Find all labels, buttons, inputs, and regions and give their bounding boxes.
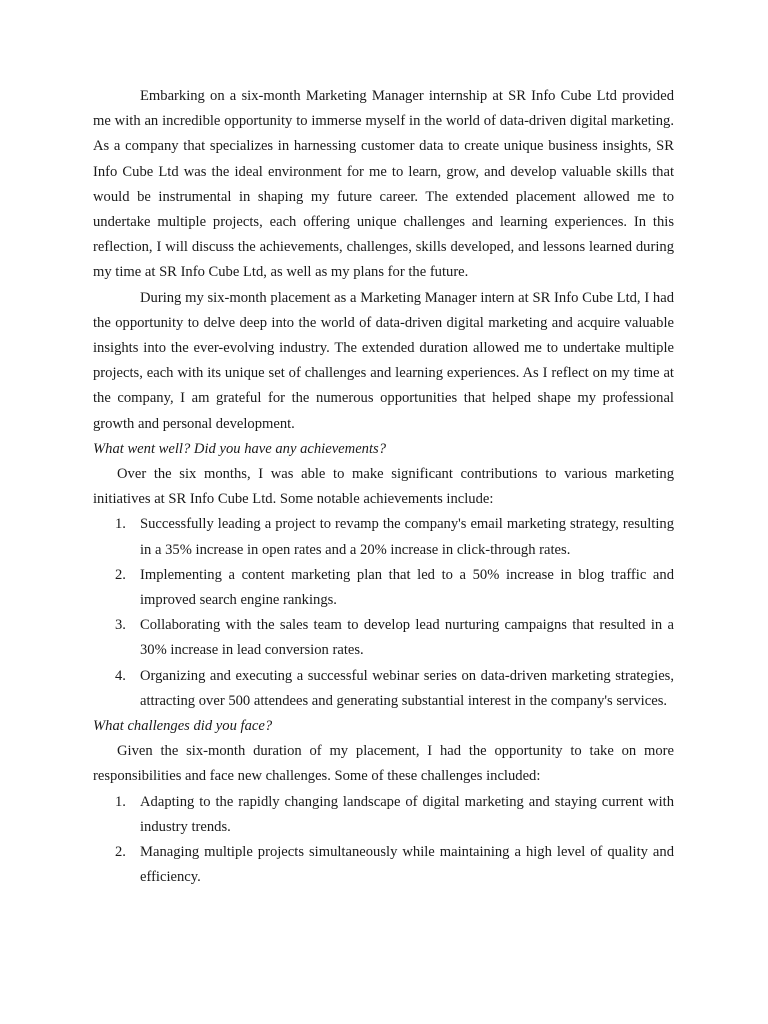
list-item-text: Implementing a content marketing plan that led to a 50% increase in blog traffic and improved search engine rankings. [140,566,674,609]
list-item [93,512,674,562]
section-intro-challenges: Given the six-month duration of my placement, I had the opportunity to take on more responsibilities and face new challenges. Some of these challenges included: [93,743,674,785]
list-item-text: Managing multiple projects simultaneously while maintaining a high level of quality and efficiency. [140,844,674,886]
list-number: 2. [115,566,126,583]
list-item [93,840,674,890]
intro-paragraph: Embarking on a six-month Marketing Manager internship at SR Info Cube Ltd provided me with an incredible opportunity to immerse myself in the world of data-driven digital marketing. As a company that specializes in harnessing customer data to create unique business insights, SR Info Cube Ltd was the ideal environment for me to learn, grow, and develop valuable skills that would be instrumental in shaping my future career. The extended placement allowed me to undertake multiple projects, each offering unique challenges and learning experiences. In this reflection, I will discuss the achievements, challenges, skills developed, and lessons learned during my time at SR Info Cube Ltd, as well as my plans for the future. [93,88,674,281]
list-item-text: Successfully leading a project to revamp the company's email marketing strategy, resulting in a 35% increase in open rates and a 20% increase in click-through rates. [140,516,674,558]
section-heading-achievements: What went well? Did you have any achievements? [93,440,387,457]
list-number: 4. [115,667,126,684]
list-item [93,613,674,663]
section-intro-achievements: Over the six months, I was able to make significant contributions to various marketing initiatives at SR Info Cube Ltd. Some notable achievements include: [93,466,674,508]
list-item [93,790,674,840]
list-number: 2. [115,844,126,861]
challenges-list [93,790,674,891]
list-item [93,664,674,714]
achievements-list [93,512,674,714]
document-page [93,84,674,891]
list-item [93,563,674,613]
list-item-text: Collaborating with the sales team to develop lead nurturing campaigns that resulted in a 30% increase in lead conversion rates. [140,617,674,659]
list-number: 3. [115,617,126,634]
list-number: 1. [115,516,126,533]
second-paragraph: During my six-month placement as a Marketing Manager intern at SR Info Cube Ltd, I had the opportunity to delve deep into the world of data-driven digital marketing and acquire valuable insights into the ever-evolving industry. The extended duration allowed me to undertake multiple projects, each with its unique set of challenges and learning experiences. As I reflect on my time at the company, I am grateful for the numerous opportunities that helped shape my professional growth and personal development. [93,289,674,432]
list-item-text: Adapting to the rapidly changing landscape of digital marketing and staying current with industry trends. [140,793,674,835]
list-number: 1. [115,793,126,810]
section-heading-challenges: What challenges did you face? [93,718,273,735]
list-item-text: Organizing and executing a successful webinar series on data-driven marketing strategies, attracting over 500 attendees and generating substantial interest in the company's services. [140,667,674,709]
